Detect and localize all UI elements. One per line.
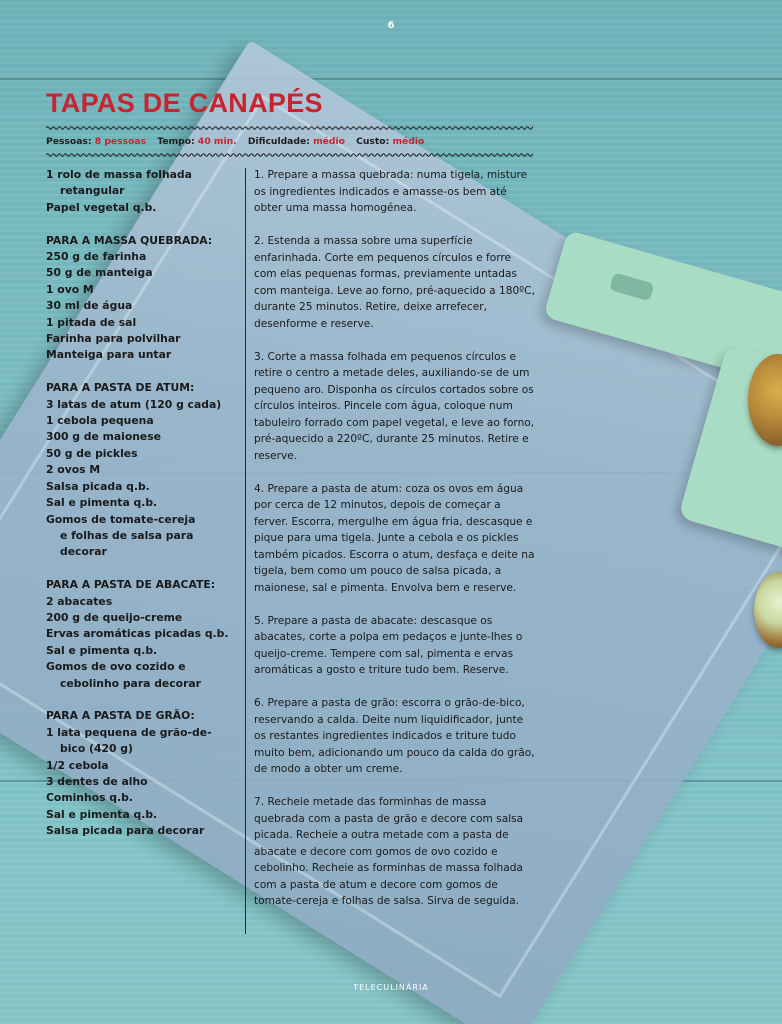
preparation-step: 7. Recheie metade das forminhas de massa quebrada com a pasta de grão e decore com salsa picada. Recheie a outra metade com a pasta de abacate e decore com gomos de ovo cozido e cebolinho. Recheie as forminhas de massa folhada com a pasta de atum e decore com gomos de tomate-cereja e folhas de salsa. Sirva de seguida.	[254, 796, 524, 907]
ingredient-item: bico (420 g)	[60, 742, 133, 756]
ingredient-item: PARA A MASSA QUEBRADA:	[46, 233, 213, 247]
plank-seam	[0, 78, 782, 80]
ingredient-item: Gomos de tomate-cereja	[46, 512, 196, 526]
ingredient-item: Salsa picada q.b.	[46, 479, 150, 493]
ingredient-item: e folhas de salsa para	[60, 528, 194, 542]
ingredient-item: PARA A PASTA DE ABACATE:	[46, 578, 216, 592]
ingredient-item: 300 g de maionese	[46, 430, 162, 444]
recipe-meta	[46, 136, 424, 147]
ingredient-item: PARA A PASTA DE ATUM:	[46, 381, 195, 395]
preparation-step: 5. Prepare a pasta de abacate: descasque os abacates, corte a polpa em pedaços e junte-lhes o queijo-creme. Tempere com sal, pimenta e ervas aromáticas a gosto e triture tudo bem. Reserve.	[254, 614, 523, 676]
ingredient-item: 1 rolo de massa folhada	[46, 168, 192, 181]
ingredient-item: 3 dentes de alho	[46, 774, 148, 788]
preparation-step: 3. Corte a massa folhada em pequenos círculos e retire o centro a metade deles, auxiliando-se de um pequeno aro. Disponha os círculos cortados sobre os círculos inteiros. Pincele com água, coloque num tabuleiro forrado com papel vegetal, e leve ao forno, pré-aquecido a 220ºC, durante 25 minutos. Retire e reserve.	[254, 350, 535, 462]
ingredient-item: 30 ml de água	[46, 299, 133, 313]
ingredient-item: Sal e pimenta q.b.	[46, 643, 158, 657]
ingredient-item: 1 pitada de sal	[46, 315, 137, 329]
page-number: 6	[387, 20, 395, 31]
ingredient-item: Papel vegetal q.b.	[46, 200, 157, 214]
servings-value: 8 pessoas	[94, 136, 147, 147]
ingredient-item: PARA A PASTA DE GRÃO:	[46, 709, 195, 723]
time-value: 40 min.	[197, 136, 237, 147]
ingredient-item: 50 g de pickles	[46, 446, 138, 460]
wavy-divider	[46, 125, 533, 131]
preparation-steps	[254, 167, 536, 926]
preparation-step: 4. Prepare a pasta de atum: coza os ovos em água por cerca de 12 minutos, depois de começar a ferver. Escorra, mergulhe em água fria, descasque e pique para uma tigela. Junte a cebola e os pickles também picados. Escorra o atum, desfaça e deite na tigela, bem como um pouco de salsa picada, a maionese, sal e pimenta. Envolva bem e reserve.	[254, 482, 535, 594]
ingredient-item: Cominhos q.b.	[46, 791, 133, 805]
ingredient-item: 3 latas de atum (120 g cada)	[46, 397, 222, 411]
ingredient-item: 1 lata pequena de grão-de-	[46, 725, 212, 739]
ingredient-item: Salsa picada para decorar	[46, 824, 205, 838]
time-label: Tempo:	[157, 136, 195, 147]
ingredient-item: 2 ovos M	[46, 463, 101, 477]
list-spacer	[46, 216, 241, 232]
ingredients-list	[46, 167, 241, 840]
column-divider	[245, 168, 246, 934]
preparation-step: 6. Prepare a pasta de grão: escorra o grão-de-bico, reservando a calda. Deite num liquidificador, junte os restantes ingredientes indicados e triture tudo muito bem, adicionando um pouco da calda do grão, de modo a obter um creme.	[254, 697, 535, 775]
ingredient-item: 250 g de farinha	[46, 250, 147, 264]
ingredient-item: 1 ovo M	[46, 282, 94, 296]
ingredient-item: Sal e pimenta q.b.	[46, 807, 158, 821]
recipe-title: TAPAS DE CANAPÉS	[46, 88, 323, 118]
preparation-step: 1. Prepare a massa quebrada: numa tigela, misture os ingredientes indicados e amasse-os bem até obter uma massa homogénea.	[254, 169, 528, 214]
cost-label: Custo:	[356, 136, 390, 147]
wavy-divider	[46, 152, 533, 158]
ingredient-item: 1/2 cebola	[46, 758, 109, 772]
ingredient-item: 50 g de manteiga	[46, 266, 153, 280]
ingredient-item: retangular	[60, 184, 125, 198]
difficulty-label: Dificuldade:	[247, 136, 310, 147]
ingredient-item: 1 cebola pequena	[46, 414, 154, 428]
list-spacer	[46, 561, 241, 577]
ingredient-item: Gomos de ovo cozido e	[46, 660, 186, 674]
list-spacer	[46, 364, 241, 380]
cost-value: médio	[392, 136, 425, 147]
list-spacer	[46, 692, 241, 708]
ingredient-item: Manteiga para untar	[46, 348, 172, 362]
ingredient-item: 200 g de queijo-creme	[46, 610, 183, 624]
ingredient-item: decorar	[60, 545, 107, 559]
ingredient-item: Sal e pimenta q.b.	[46, 496, 158, 510]
ingredient-item: Farinha para polvilhar	[46, 332, 181, 346]
servings-label: Pessoas:	[46, 136, 92, 147]
ingredient-item: Ervas aromáticas picadas q.b.	[46, 627, 229, 641]
difficulty-value: médio	[313, 136, 345, 147]
ingredient-item: 2 abacates	[46, 594, 113, 608]
magazine-footer: TELECULINÁRIA	[353, 983, 429, 992]
ingredient-item: cebolinho para decorar	[60, 676, 202, 690]
preparation-step: 2. Estenda a massa sobre uma superfície enfarinhada. Corte em pequenos círculos e forre com elas pequenas formas, previamente untadas com manteiga. Leve ao forno, pré-aquecido a 180ºC, durante 25 minutos. Retire, deixe arrefecer, desenforme e reserve.	[254, 235, 535, 330]
